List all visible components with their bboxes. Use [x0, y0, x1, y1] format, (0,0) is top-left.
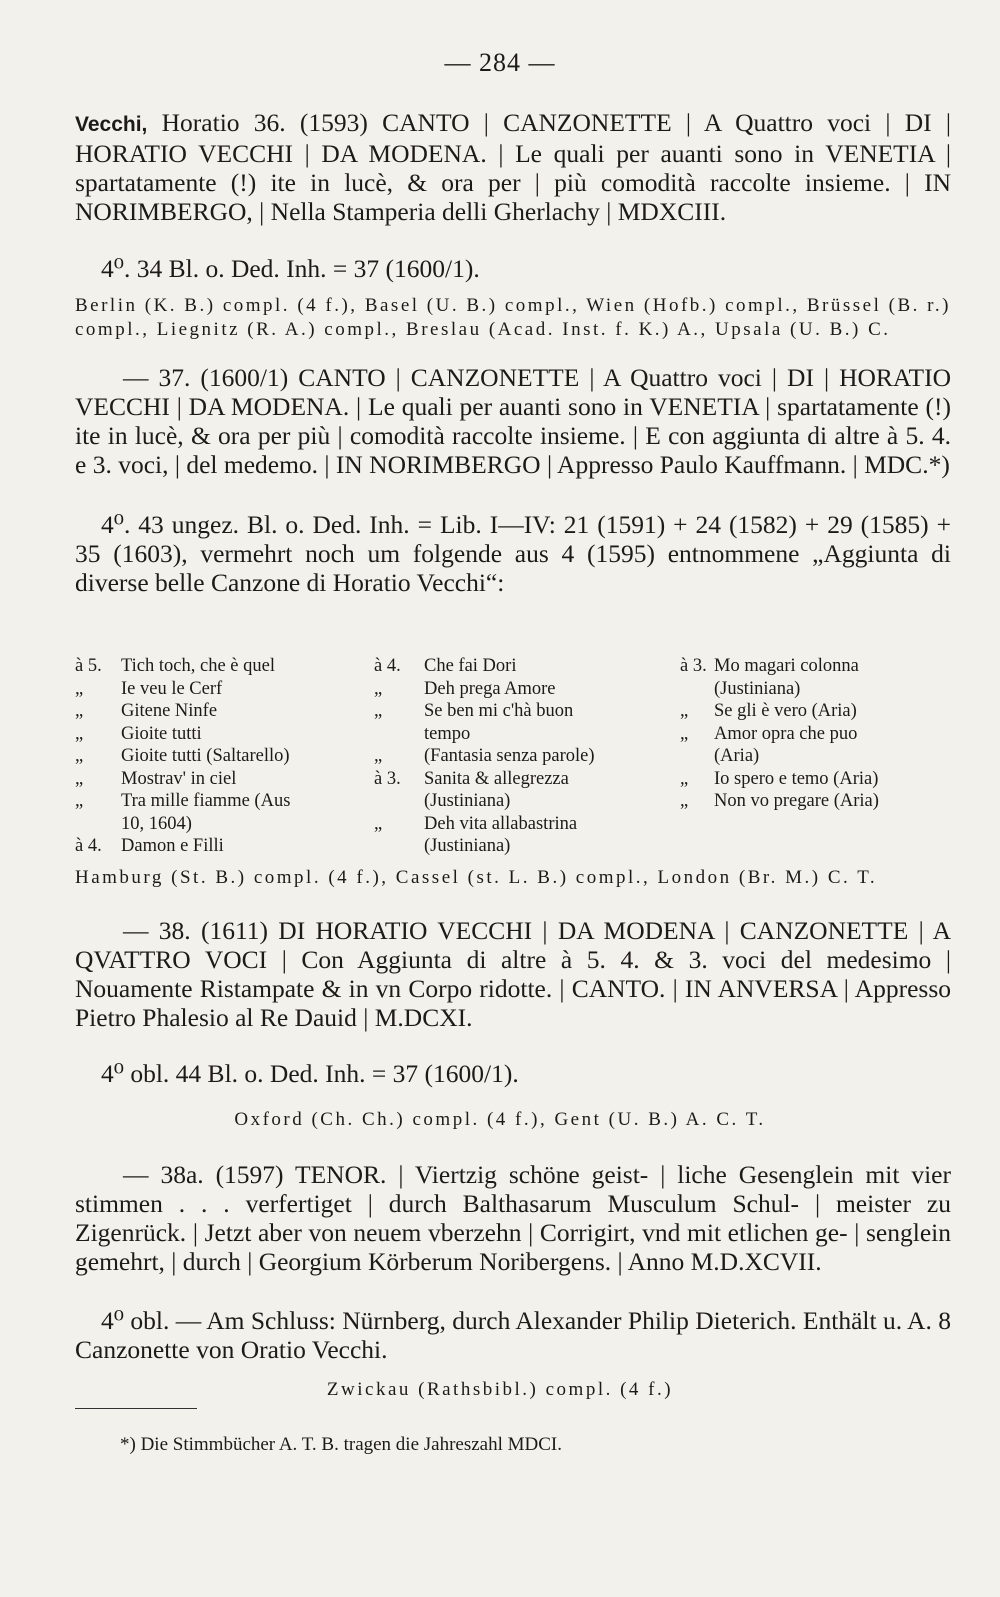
voice-count: „ — [374, 746, 383, 766]
voice-count: „ — [374, 678, 383, 699]
contents-item — [680, 678, 960, 701]
entry-37-format: 4⁰. 43 ungez. Bl. o. Ded. Inh. = Lib. I—IV: 21 (1591) + 24 (1582) + 29 (1585) + 35 (1603), vermehrt noch um folgende aus 4 (1595) entnommene „Aggiunta di diverse belle Canzone di Horatio Vecchi“: — [75, 510, 951, 597]
entry-36 — [75, 108, 951, 226]
entry-36-collections: Berlin (K. B.) compl. (4 f.), Basel (U. B.) compl., Wien (Hofb.) compl., Brüssel (B. r.) compl., Liegnitz (R. A.) compl., Breslau (Acad. Inst. f. K.) A., Upsala (U. B.) C. — [75, 295, 951, 340]
voice-count: à 5. — [75, 656, 102, 676]
voice-count: à 4. — [374, 656, 401, 676]
voice-count: „ — [680, 791, 689, 811]
song-title: (Justiniana) — [424, 791, 511, 811]
contents-column-1 — [75, 655, 375, 858]
contents-item — [374, 768, 664, 791]
contents-item — [75, 678, 375, 701]
contents-item — [75, 700, 375, 723]
voice-count: „ — [75, 723, 84, 744]
contents-item — [680, 700, 960, 723]
voice-count: „ — [75, 678, 84, 699]
contents-item — [374, 745, 664, 768]
entry-36-title: Horatio 36. (1593) CANTO | CANZONETTE | A Quattro voci | DI | HORATIO VECCHI | DA MODENA. | Le quali per auanti sono in VENETIA | spartatamente (!) ite in lucè, & ora per | più comodità raccolte insieme. | IN NORIMBERGO, | Nella Stamperia delli Gherlachy | MDXCIII. — [75, 108, 951, 226]
song-title: (Justiniana) — [714, 678, 801, 699]
contents-column-3 — [680, 655, 960, 813]
song-title: Deh vita allabastrina — [424, 813, 578, 834]
contents-item — [374, 723, 664, 746]
song-title: 10, 1604) — [121, 813, 192, 834]
song-title: Che fai Dori — [424, 656, 517, 676]
song-title: Deh prega Amore — [424, 678, 556, 699]
entry-38-format: 4⁰ obl. 44 Bl. o. Ded. Inh. = 37 (1600/1). — [101, 1059, 519, 1088]
song-title: (Justiniana) — [424, 836, 511, 856]
contents-column-2 — [374, 655, 664, 858]
voice-count: „ — [680, 768, 689, 789]
contents-item — [75, 790, 375, 813]
song-title: Mostrav' in ciel — [121, 768, 237, 789]
song-title: Gioite tutti (Saltarello) — [121, 746, 290, 766]
contents-item — [75, 655, 375, 678]
song-title: Tich toch, che è quel — [121, 656, 275, 676]
song-title: tempo — [424, 723, 471, 744]
entry-38a-collections — [0, 1378, 1000, 1402]
composer-name: Vecchi, — [75, 113, 148, 136]
song-title: Se gli è vero (Aria) — [714, 701, 857, 721]
song-title: Ie veu le Cerf — [121, 678, 223, 699]
entry-38a: — 38a. (1597) TENOR. | Viertzig schöne geist- | liche Gesenglein mit vier stimmen . . . verfertiget | durch Balthasarum Musculum Schul- | meister zu Zigenrück. | Jetzt aber von neuem vberzehn | Corrigirt, vnd mit etlichen ge- | senglein gemehrt, | durch | Georgium Körberum Noribergens. | Anno M.D.XCVII. — [75, 1160, 951, 1276]
contents-item — [75, 768, 375, 791]
entry-38: — 38. (1611) DI HORATIO VECCHI | DA MODENA | CANZONETTE | A QVATTRO VOCI | Con Aggiunta di altre à 5. 4. & 3. voci del medesimo | Nouamente Ristampate & in vn Corpo ridotte. | CANTO. | IN ANVERSA | Appresso Pietro Phalesio al Re Dauid | M.DCXI. — [75, 916, 951, 1032]
contents-item — [75, 745, 375, 768]
voice-count: à 3. — [680, 656, 707, 676]
page-number: — 284 — — [444, 48, 556, 77]
contents-item — [680, 655, 960, 678]
song-title: Se ben mi c'hà buon — [424, 701, 574, 721]
voice-count: „ — [75, 746, 84, 766]
contents-item — [680, 723, 960, 746]
voice-count: „ — [75, 791, 84, 811]
voice-count: „ — [374, 701, 383, 721]
contents-item — [75, 723, 375, 746]
song-title: Amor opra che puo — [714, 723, 858, 744]
song-title: Mo magari colonna — [714, 656, 859, 676]
song-title: Damon e Filli — [121, 836, 224, 856]
contents-item — [680, 768, 960, 791]
contents-item — [374, 678, 664, 701]
voice-count: à 3. — [374, 768, 401, 789]
entry-38-collections: Oxford (Ch. Ch.) compl. (4 f.), Gent (U. B.) A. C. T. — [234, 1109, 766, 1130]
contents-item — [374, 790, 664, 813]
entry-38a-format: 4⁰ obl. — Am Schluss: Nürnberg, durch Alexander Philip Dieterich. Enthält u. A. 8 Canzonette von Oratio Vecchi. — [75, 1306, 951, 1364]
voice-count: „ — [75, 701, 84, 721]
song-title: Gitene Ninfe — [121, 701, 218, 721]
entry-37-collections: Hamburg (St. B.) compl. (4 f.), Cassel (st. L. B.) compl., London (Br. M.) C. T. — [75, 867, 878, 888]
song-title: Non vo pregare (Aria) — [714, 791, 879, 811]
contents-item — [374, 700, 664, 723]
entry-36-format: 4⁰. 34 Bl. o. Ded. Inh. = 37 (1600/1). — [101, 254, 480, 283]
entry-37: — 37. (1600/1) CANTO | CANZONETTE | A Quattro voci | DI | HORATIO VECCHI | DA MODENA. | Le quali per auanti sono in VENETIA | spartatamente (!) ite in lucè, & ora per più | comodità raccolte insieme. | E con aggiunta di altre à 5. 4. e 3. voci, | del medemo. | IN NORIMBERGO | Appresso Paulo Kauffmann. | MDC.*) — [75, 363, 951, 479]
song-title: Gioite tutti — [121, 723, 202, 744]
voice-count: „ — [680, 723, 689, 744]
contents-item — [680, 790, 960, 813]
contents-item — [374, 655, 664, 678]
contents-item — [75, 813, 375, 836]
song-title: Tra mille fiamme (Aus — [121, 791, 291, 811]
entry-38a-collections-text: Zwickau (Rathsbibl.) compl. (4 f.) — [326, 1379, 674, 1400]
voice-count: à 4. — [75, 836, 102, 856]
voice-count: „ — [374, 813, 383, 834]
contents-item — [374, 813, 664, 836]
song-title: (Fantasia senza parole) — [424, 746, 595, 766]
footnote-rule — [75, 1408, 197, 1409]
song-title: Io spero e temo (Aria) — [714, 768, 879, 789]
contents-item — [75, 835, 375, 858]
contents-item — [374, 835, 664, 858]
song-title: Sanita & allegrezza — [424, 768, 569, 789]
voice-count: „ — [680, 701, 689, 721]
voice-count: „ — [75, 768, 84, 789]
song-title: (Aria) — [714, 746, 760, 766]
contents-item — [680, 745, 960, 768]
footnote: *) Die Stimmbücher A. T. B. tragen die Jahreszahl MDCI. — [120, 1434, 563, 1455]
